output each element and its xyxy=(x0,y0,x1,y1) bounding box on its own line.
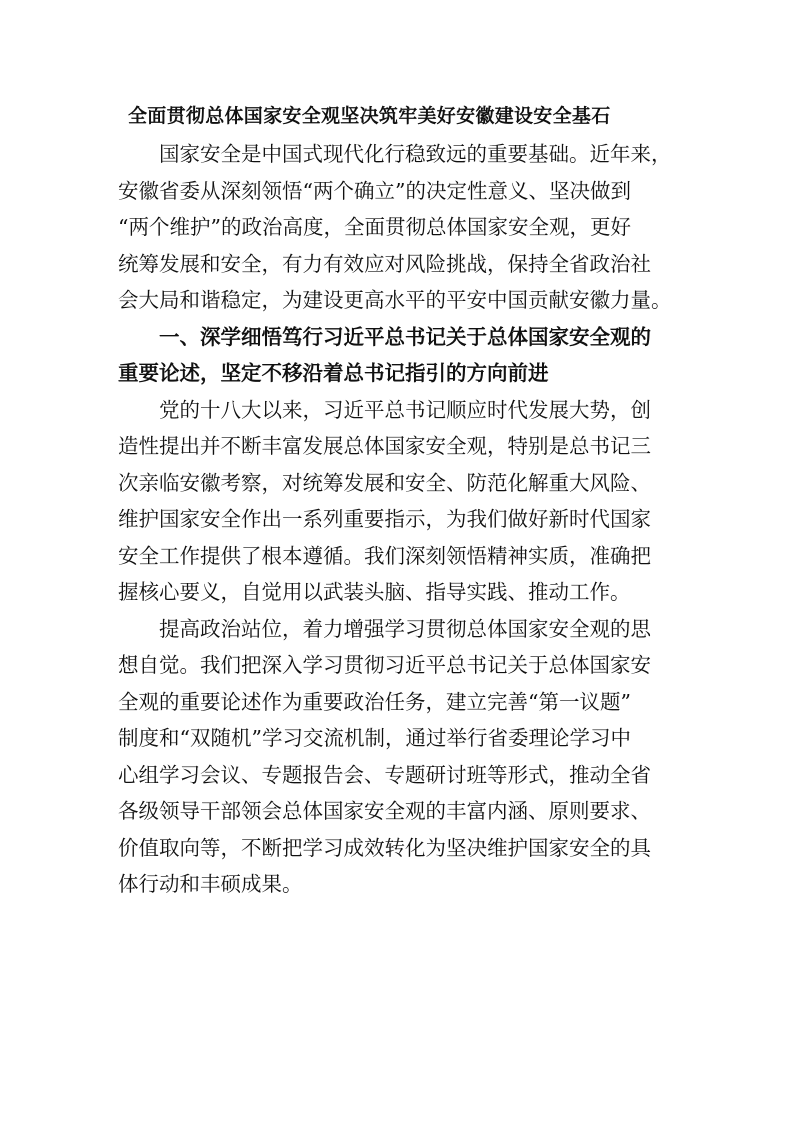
paragraph-line: 提高政治站位，着力增强学习贯彻总体国家安全观的思 xyxy=(159,616,651,641)
paragraph-line: 会大局和谐稳定，为建设更高水平的平安中国贡献安徽力量。 xyxy=(118,288,672,312)
document-page xyxy=(118,96,678,903)
paragraph-line: 全观的重要论述作为重要政治任务，建立完善“第一议题” xyxy=(118,689,631,714)
paragraph-line: 各级领导干部领会总体国家安全观的丰富内涵、原则要求、 xyxy=(118,799,651,823)
paragraph-line: 造性提出并不断丰富发展总体国家安全观，特别是总书记三 xyxy=(118,434,651,458)
heading-line: 一、深学细悟笃行习近平总书记关于总体国家安全观的 xyxy=(159,324,651,349)
body-paragraph xyxy=(118,611,678,903)
paragraph-line: 国家安全是中国式现代化行稳致远的重要基础。近年来， xyxy=(159,142,672,166)
body-paragraph xyxy=(118,392,678,611)
paragraph-line: “两个维护”的政治高度，全面贯彻总体国家安全观，更好 xyxy=(118,215,631,239)
paragraph-line: 统筹发展和安全，有力有效应对风险挑战，保持全省政治社 xyxy=(118,251,651,276)
paragraph-line: 党的十八大以来，习近平总书记顺应时代发展大势，创 xyxy=(159,397,651,422)
document-title: 全面贯彻总体国家安全观坚决筑牢美好安徽建设安全基石 xyxy=(128,105,611,127)
intro-paragraph xyxy=(118,136,678,319)
paragraph-line: 维护国家安全作出一系列重要指示，为我们做好新时代国家 xyxy=(118,507,651,531)
paragraph-line: 价值取向等，不断把学习成效转化为坚决维护国家安全的具 xyxy=(118,835,651,860)
paragraph-line: 体行动和丰硕成果。 xyxy=(118,872,303,896)
paragraph-line: 安徽省委从深刻领悟“两个确立”的决定性意义、坚决做到 xyxy=(118,178,631,203)
section-heading xyxy=(118,319,678,392)
heading-line: 重要论述，坚定不移沿着总书记指引的方向前进 xyxy=(118,361,549,385)
paragraph-line: 制度和“双随机”学习交流机制，通过举行省委理论学习中 xyxy=(118,726,631,750)
paragraph-line: 握核心要义，自觉用以武装头脑、指导实践、推动工作。 xyxy=(118,580,631,604)
paragraph-line: 次亲临安徽考察，对统筹发展和安全、防范化解重大风险、 xyxy=(118,470,651,495)
paragraph-line: 心组学习会议、专题报告会、专题研讨班等形式，推动全省 xyxy=(118,762,651,787)
paragraph-line: 安全工作提供了根本遵循。我们深刻领悟精神实质，准确把 xyxy=(118,543,651,568)
paragraph-line: 想自觉。我们把深入学习贯彻习近平总书记关于总体国家安 xyxy=(118,653,651,677)
